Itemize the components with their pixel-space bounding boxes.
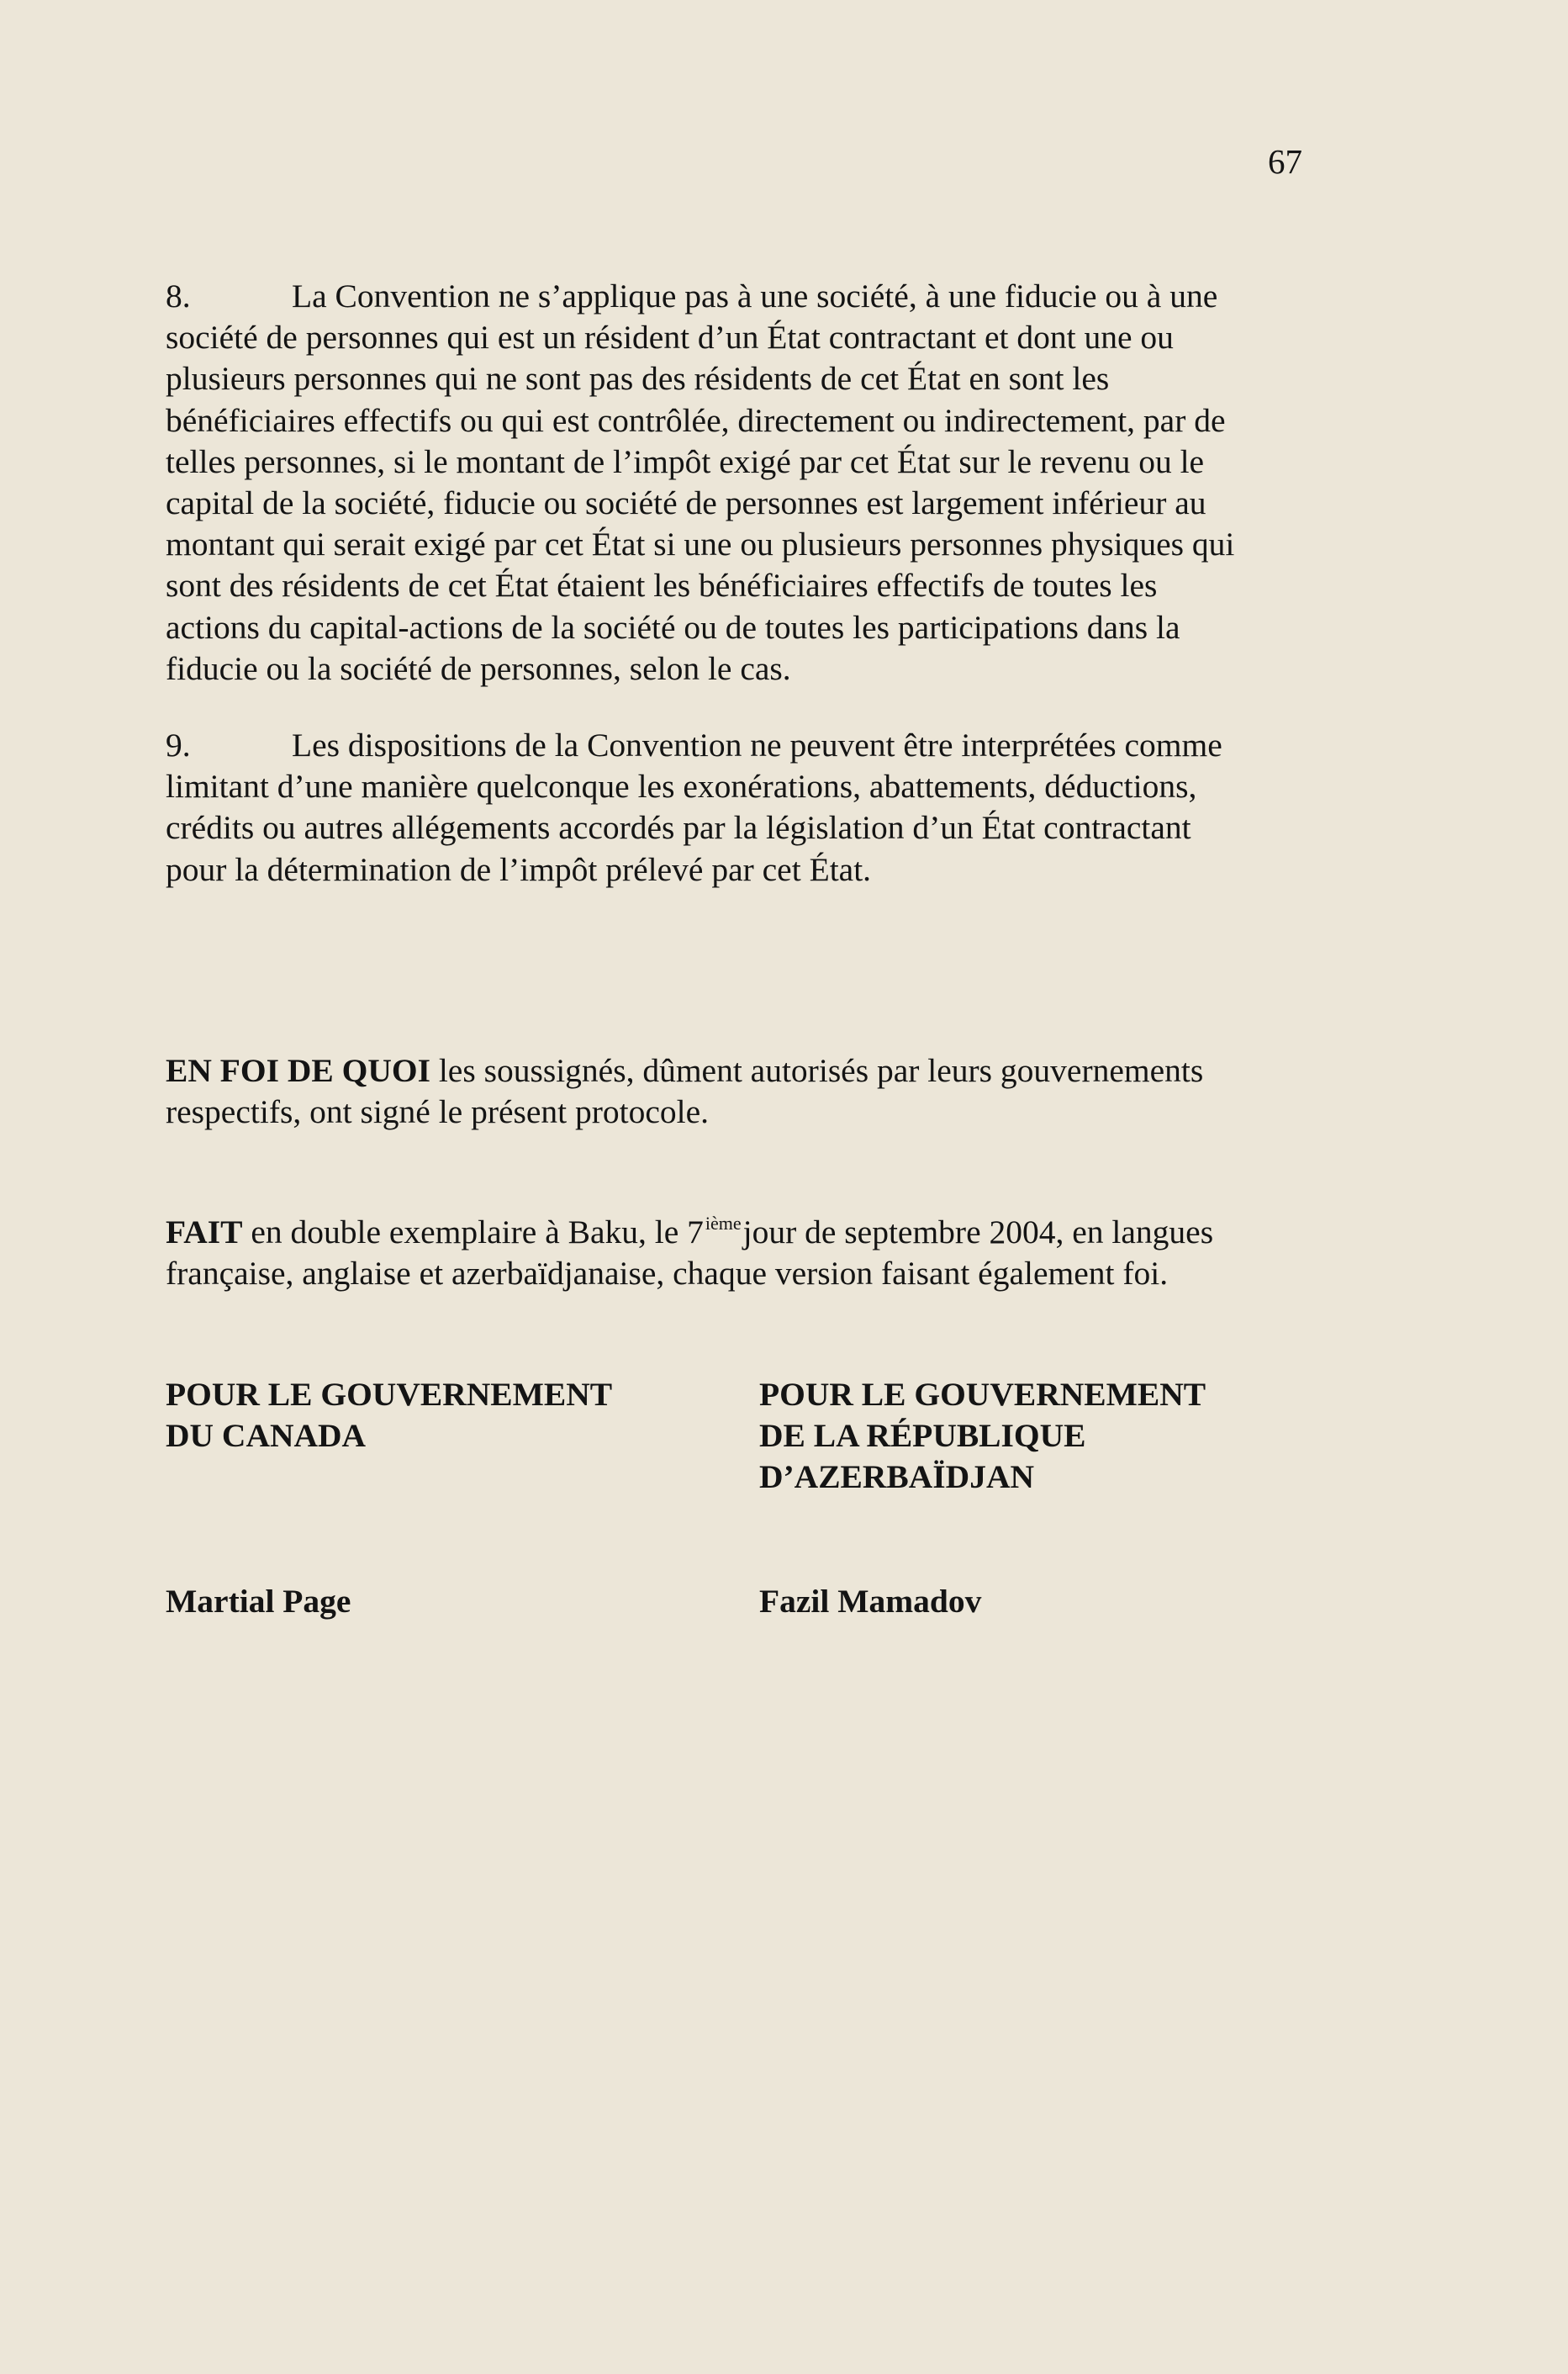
page-number: 67 (1268, 142, 1302, 181)
en-foi-lead: EN FOI DE QUOI (166, 1052, 430, 1089)
paragraph-9-line: crédits ou autres allégements accordés par la législation d’un État contractant (166, 809, 1191, 847)
paragraph-8-line: capital de la société, fiducie ou société de personnes est largement inférieur au (166, 484, 1206, 522)
paragraph-9-line: pour la détermination de l’impôt prélevé par cet État. (166, 850, 872, 888)
paragraph-8-line: plusieurs personnes qui ne sont pas des résidents de cet État en sont les (166, 360, 1110, 398)
fait-line: française, anglaise et azerbaïdjanaise, chaque version faisant également foi. (166, 1255, 1169, 1293)
paragraph-8-line: fiducie ou la société de personnes, selon le cas. (166, 649, 791, 687)
paragraph-8-line: 8. La Convention ne s’applique pas à une société, à une fiducie ou à une (166, 276, 1334, 317)
paragraph-8-line: actions du capital-actions de la société ou de toutes les participations dans la (166, 608, 1180, 646)
paragraph-number: 9. (166, 727, 191, 764)
paragraph-8-line: société de personnes qui est un résident d’un État contractant et dont une ou (166, 319, 1174, 357)
en-foi-line: EN FOI DE QUOI les soussignés, dûment autorisés par leurs gouvernements (166, 1052, 1204, 1089)
paragraph-9 (166, 725, 1334, 891)
signatory-canada-name: Martial Page (166, 1583, 351, 1620)
paragraph-8-line: montant qui serait exigé par cet État si une ou plusieurs personnes physiques qui (166, 526, 1235, 563)
paragraph-number: 8. (166, 278, 191, 315)
en-foi-de-quoi-clause (166, 1050, 1334, 1133)
paragraph-9-line: 9. Les dispositions de la Convention ne peuvent être interprétées comme (166, 725, 1334, 766)
paragraph-9-line: limitant d’une manière quelconque les exonérations, abattements, déductions, (166, 768, 1197, 806)
paragraph-8 (166, 276, 1334, 690)
fait-line: FAIT en double exemplaire à Baku, le 7ièmejour de septembre 2004, en langues (166, 1213, 1214, 1250)
fait-lead: FAIT (166, 1213, 243, 1250)
paragraph-8-line: bénéficiaires effectifs ou qui est contrôlée, directement ou indirectement, par de (166, 401, 1226, 439)
fait-clause (166, 1212, 1334, 1294)
signatory-canada-title: POUR LE GOUVERNEMENT DU CANADA (166, 1376, 613, 1455)
en-foi-line: respectifs, ont signé le présent protocole. (166, 1093, 710, 1131)
ordinal-suffix: ième (705, 1213, 742, 1234)
signatory-azerbaijan-title: POUR LE GOUVERNEMENT DE LA RÉPUBLIQUE D’AZERBAÏDJAN (759, 1376, 1206, 1496)
paragraph-8-line: sont des résidents de cet État étaient les bénéficiaires effectifs de toutes les (166, 567, 1158, 605)
signatory-azerbaijan-name: Fazil Mamadov (759, 1583, 982, 1620)
paragraph-8-line: telles personnes, si le montant de l’impôt exigé par cet État sur le revenu ou le (166, 442, 1205, 480)
